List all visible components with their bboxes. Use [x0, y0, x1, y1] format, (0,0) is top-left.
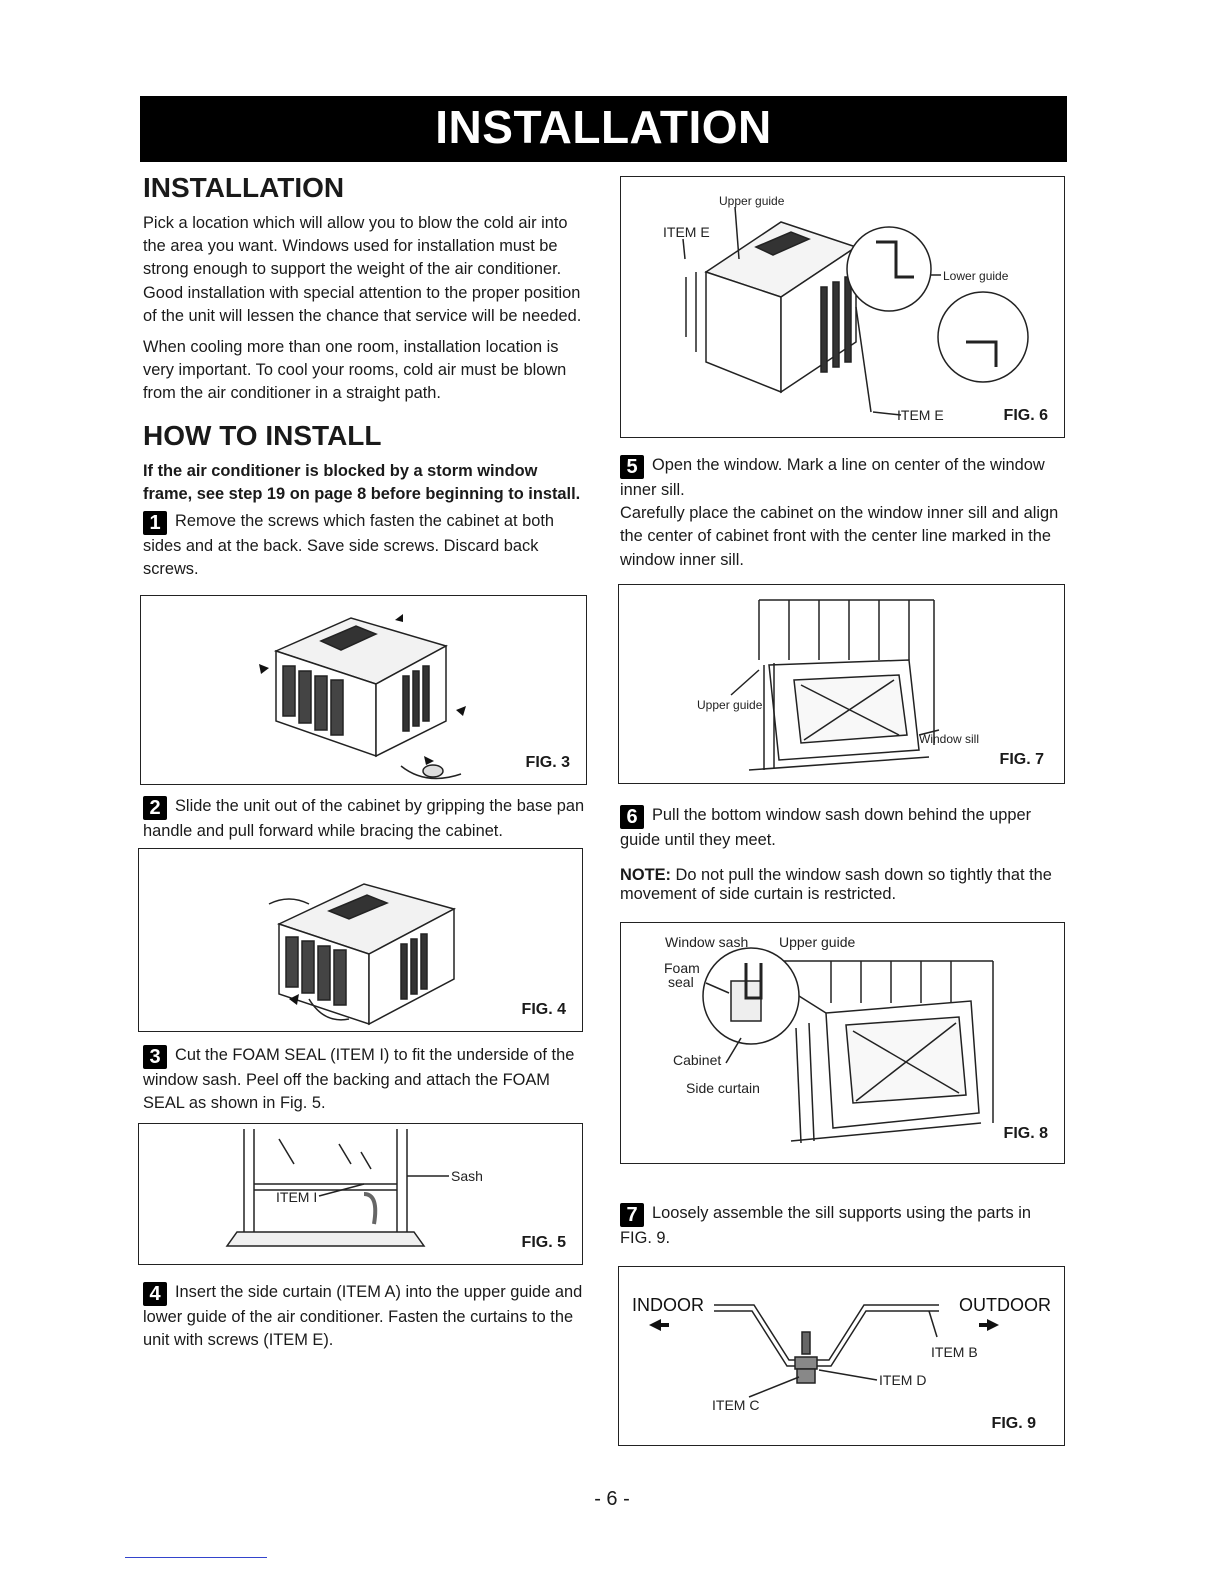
figure-4 — [138, 848, 583, 1032]
page-banner: INSTALLATION — [140, 96, 1067, 162]
figure-8-window-sash-label: Window sash — [665, 934, 749, 951]
step-3-number: 3 — [143, 1045, 167, 1069]
figure-3 — [140, 595, 587, 785]
side-curtain-illustration — [621, 177, 1066, 439]
installation-heading: INSTALLATION — [143, 172, 345, 203]
figure-8-foam-label: Foam — [664, 960, 700, 977]
figure-9-item-d-label: ITEM D — [879, 1372, 927, 1389]
installation-paragraph-1: Pick a location which will allow you to blow the cold air into the area you want. Windows used for installation must be strong enough to support the weight of the air conditioner. Good installation with special attention to the proper position of the unit will lessen the chance that service will be needed. — [143, 214, 582, 325]
step-2-number: 2 — [143, 796, 167, 820]
figure-8-cabinet-label: Cabinet — [673, 1052, 722, 1069]
how-to-install-heading: HOW TO INSTALL — [143, 419, 382, 451]
step-4 — [143, 1281, 588, 1352]
step-5-text-1: Open the window. Mark a line on center of the window inner sill. — [620, 456, 1045, 499]
figure-4-label: FIG. 4 — [521, 1000, 566, 1018]
cabinet-screws-illustration — [141, 596, 588, 786]
figure-9 — [618, 1266, 1065, 1446]
foam-seal-illustration — [139, 1124, 584, 1266]
step-2-text: Slide the unit out of the cabinet by gripping the base pan handle and pull forward while bracing the cabinet. — [143, 797, 585, 841]
figure-6-upper-guide-label: Upper guide — [719, 194, 785, 208]
figure-7-upper-guide-label: Upper guide — [697, 697, 763, 712]
figure-6-item-e-top-label: ITEM E — [663, 224, 710, 240]
figure-9-label: FIG. 9 — [991, 1415, 1036, 1433]
figure-6-label: FIG. 6 — [1003, 407, 1048, 424]
figure-5-sash-label: Sash — [451, 1168, 483, 1185]
figure-8-side-curtain-label: Side curtain — [686, 1080, 760, 1097]
step-1-number: 1 — [143, 511, 167, 535]
figure-8-seal-label: seal — [668, 974, 694, 991]
slide-unit-illustration — [139, 849, 584, 1033]
step-6 — [620, 804, 1065, 852]
figure-7-label: FIG. 7 — [999, 750, 1044, 768]
installation-paragraph-2: When cooling more than one room, installation location is very important. To cool your rooms, cold air must be blown from the air conditioner in a straight path. — [143, 338, 567, 403]
step-4-number: 4 — [143, 1282, 167, 1306]
step-5-text-2: Carefully place the cabinet on the window inner sill and align the center of cabinet front with the center line marked in the window inner sill. — [620, 504, 1059, 569]
step-2 — [143, 795, 588, 843]
figure-5 — [138, 1123, 583, 1265]
figure-6-lower-guide-label: Lower guide — [943, 269, 1009, 283]
figure-7-window-sill-label: Window sill — [919, 731, 980, 746]
step-7-number: 7 — [620, 1203, 644, 1227]
figure-9-indoor-label: INDOOR — [632, 1295, 704, 1316]
sash-note-text: Do not pull the window sash down so tightly that the movement of side curtain is restricted. — [620, 866, 1052, 904]
figure-8 — [620, 922, 1065, 1164]
window-sash-illustration — [621, 923, 1066, 1165]
step-6-text: Pull the bottom window sash down behind the upper guide until they meet. — [620, 805, 1032, 849]
step-5 — [620, 454, 1065, 502]
footer-divider — [125, 1557, 267, 1558]
figure-6-item-e-bottom-label: ITEM E — [897, 407, 944, 423]
step-7-text: Loosely assemble the sill supports using the parts in FIG. 9. — [620, 1204, 1032, 1248]
storm-window-warning: If the air conditioner is blocked by a storm window frame, see step 19 on page 8 before beginning to install. — [143, 461, 581, 503]
figure-9-outdoor-label: OUTDOOR — [959, 1295, 1051, 1316]
figure-8-upper-guide-label: Upper guide — [779, 934, 856, 951]
figure-9-item-b-label: ITEM B — [931, 1344, 978, 1361]
step-6-number: 6 — [620, 805, 644, 829]
right-column — [620, 176, 1065, 1446]
step-1 — [143, 510, 588, 581]
figure-9-item-c-label: ITEM C — [712, 1397, 760, 1414]
step-4-text: Insert the side curtain (ITEM A) into the upper guide and lower guide of the air conditioner. Fasten the curtains to the unit with screws (ITEM E). — [143, 1283, 583, 1350]
step-7 — [620, 1202, 1065, 1250]
figure-5-item-i-label: ITEM I — [276, 1189, 318, 1206]
sash-note-label: NOTE: — [620, 866, 671, 885]
step-3 — [143, 1044, 588, 1115]
sash-note — [620, 866, 1065, 904]
figure-8-label: FIG. 8 — [1003, 1125, 1048, 1143]
figure-5-label: FIG. 5 — [521, 1234, 566, 1252]
left-column — [143, 172, 588, 1360]
figure-6 — [620, 176, 1065, 438]
step-5-number: 5 — [620, 455, 644, 479]
figure-3-label: FIG. 3 — [525, 754, 570, 772]
step-1-text: Remove the screws which fasten the cabinet at both sides and at the back. Save side screws. Discard back screws. — [143, 512, 555, 579]
step-3-text: Cut the FOAM SEAL (ITEM I) to fit the underside of the window sash. Peel off the backing and attach the FOAM SEAL as shown in Fig. 5. — [143, 1045, 575, 1112]
figure-7 — [618, 584, 1065, 784]
page-number: - 6 - — [594, 1488, 630, 1510]
